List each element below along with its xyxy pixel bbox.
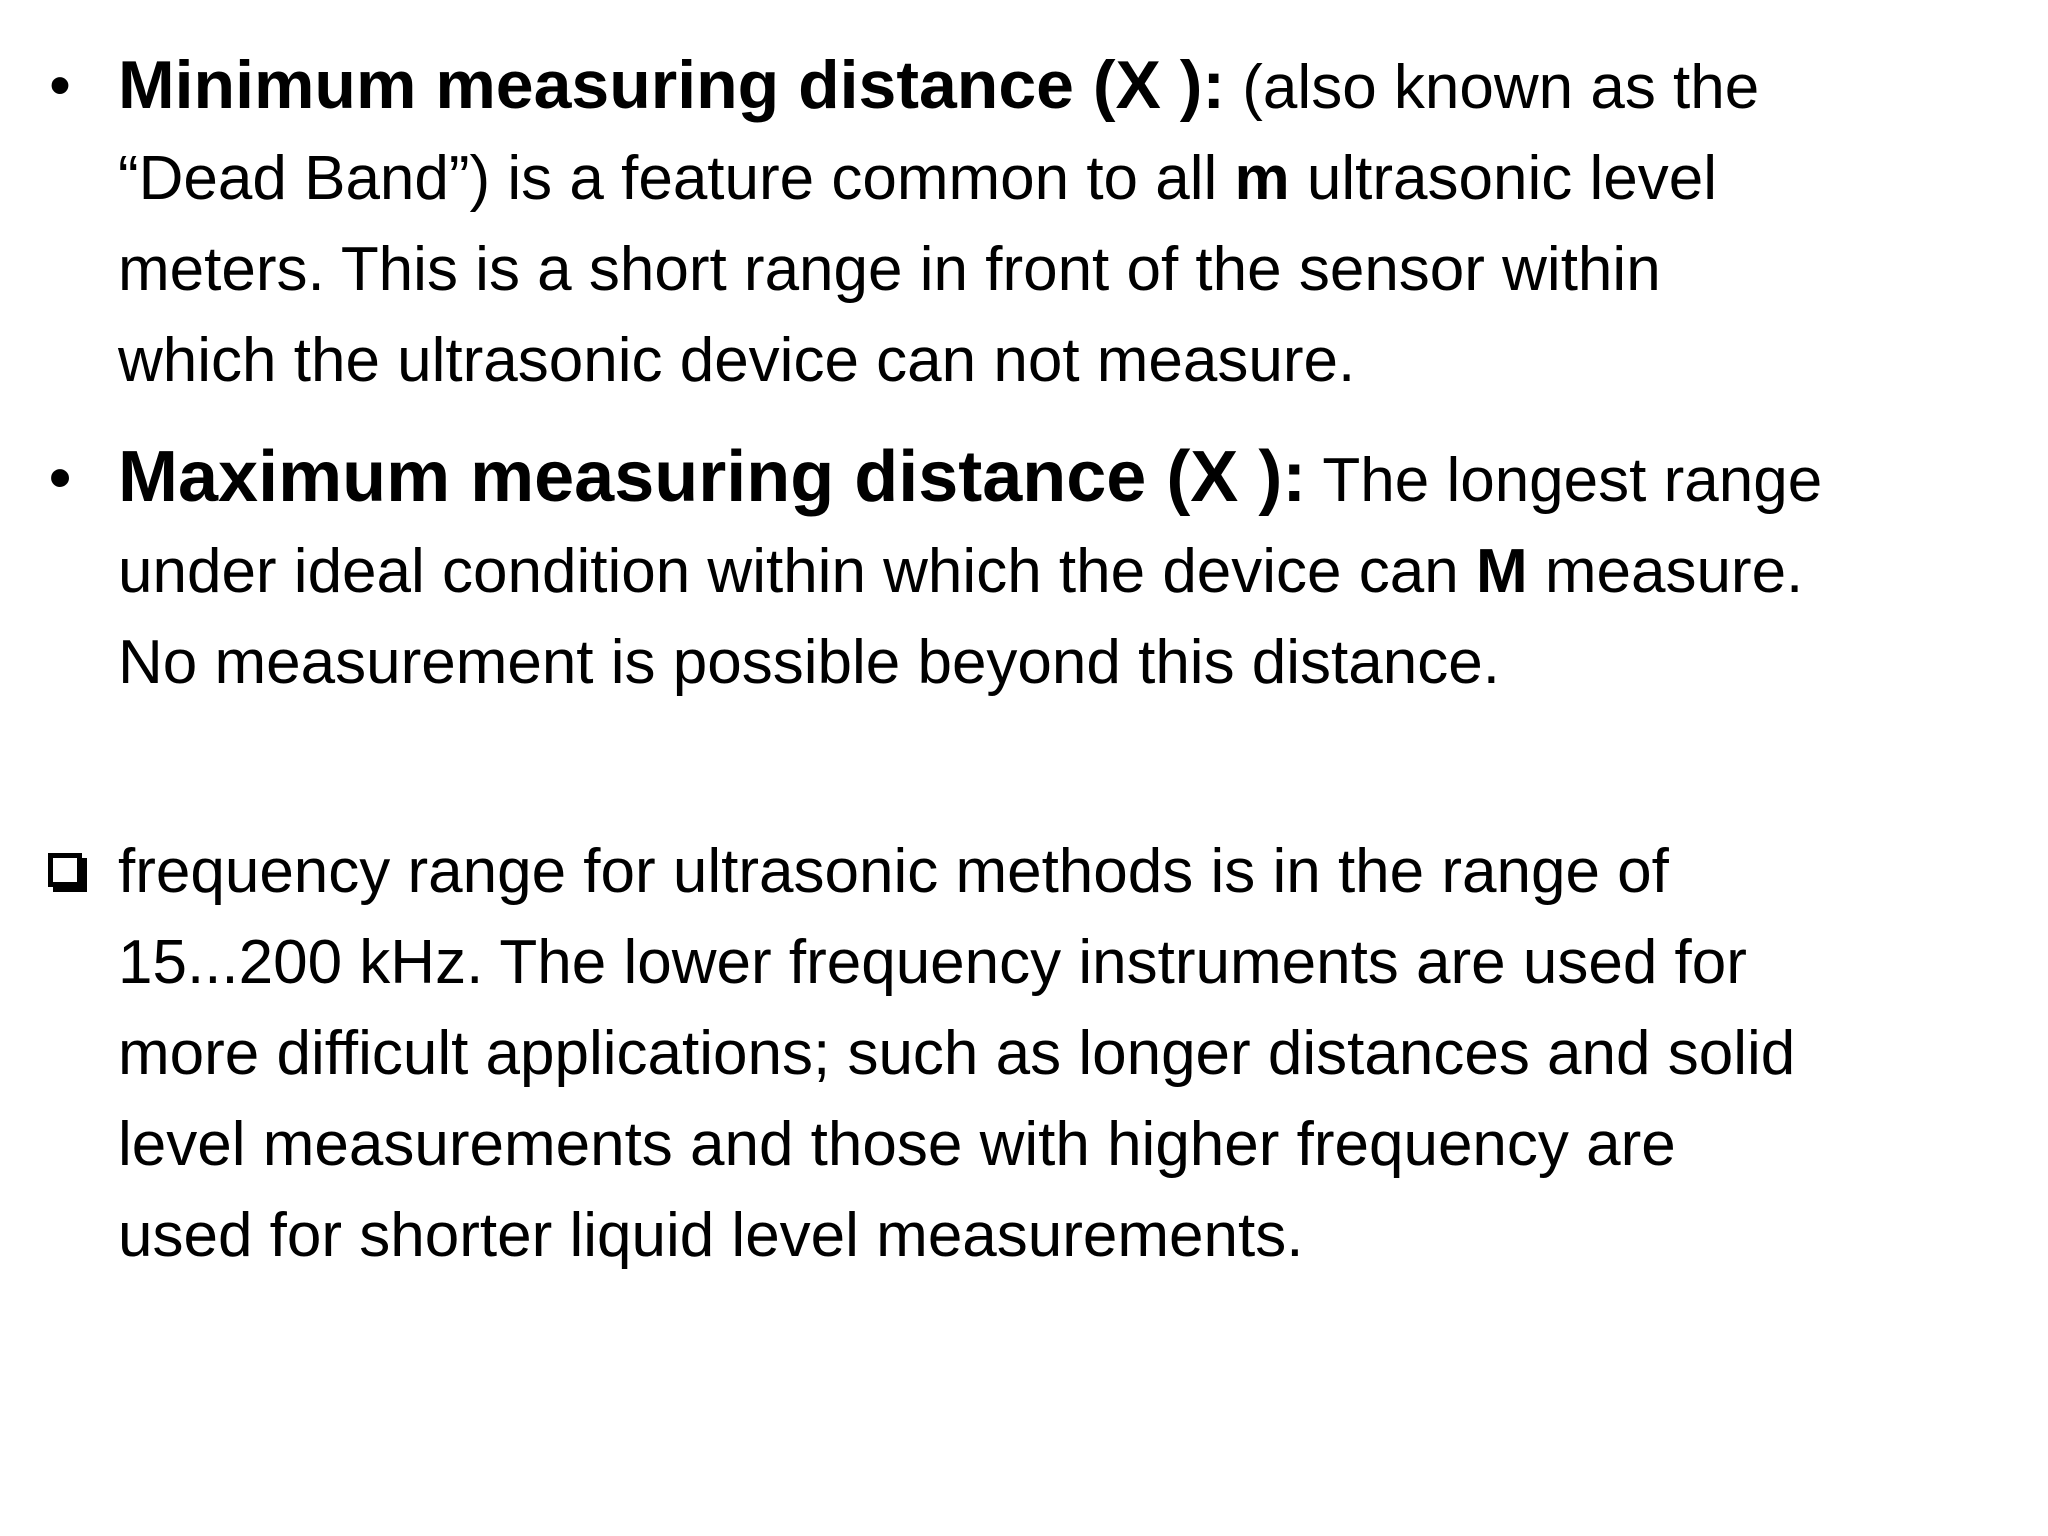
item-text: measure. [1527, 537, 1804, 606]
item-line: No measurement is possible beyond this distance. [118, 628, 1500, 697]
checkbox-icon [48, 853, 82, 887]
item-bold-text: M [1475, 537, 1528, 606]
bullet-dot-icon: • [48, 440, 72, 514]
bullet-item-frequency-range [118, 826, 2018, 1281]
item-title: Minimum measuring distance (X ): [118, 47, 1226, 123]
bullet-dot-icon: • [49, 51, 71, 120]
bullet-item-maximum-distance [48, 432, 2018, 708]
item-line [118, 432, 2018, 526]
item-title: Maximum measuring distance (X ): [118, 437, 1307, 517]
item-text: “Dead Band”) is a feature common to all [118, 144, 1235, 213]
item-bold-text: m [1234, 144, 1290, 213]
item-line: level measurements and those with higher frequency are [118, 1110, 1676, 1179]
item-line: more difficult applications; such as longer distances and solid [118, 1019, 1796, 1088]
item-line: 15...200 kHz. The lower frequency instruments are used for [118, 928, 1747, 997]
item-line [118, 133, 2018, 224]
bullet-item-minimum-distance [49, 40, 2018, 406]
item-text: under ideal condition within which the device can [118, 537, 1476, 606]
item-text: The longest range [1306, 446, 1823, 515]
item-line: meters. This is a short range in front of the sensor within [118, 235, 1661, 304]
item-line [118, 40, 2018, 133]
item-line: which the ultrasonic device can not measure. [118, 326, 1356, 395]
item-text: ultrasonic level [1289, 144, 1717, 213]
item-line [118, 526, 2018, 617]
item-line: frequency range for ultrasonic methods is in the range of [118, 837, 1669, 906]
item-text: (also known as the [1225, 53, 1760, 122]
item-line: used for shorter liquid level measurements. [118, 1201, 1304, 1270]
